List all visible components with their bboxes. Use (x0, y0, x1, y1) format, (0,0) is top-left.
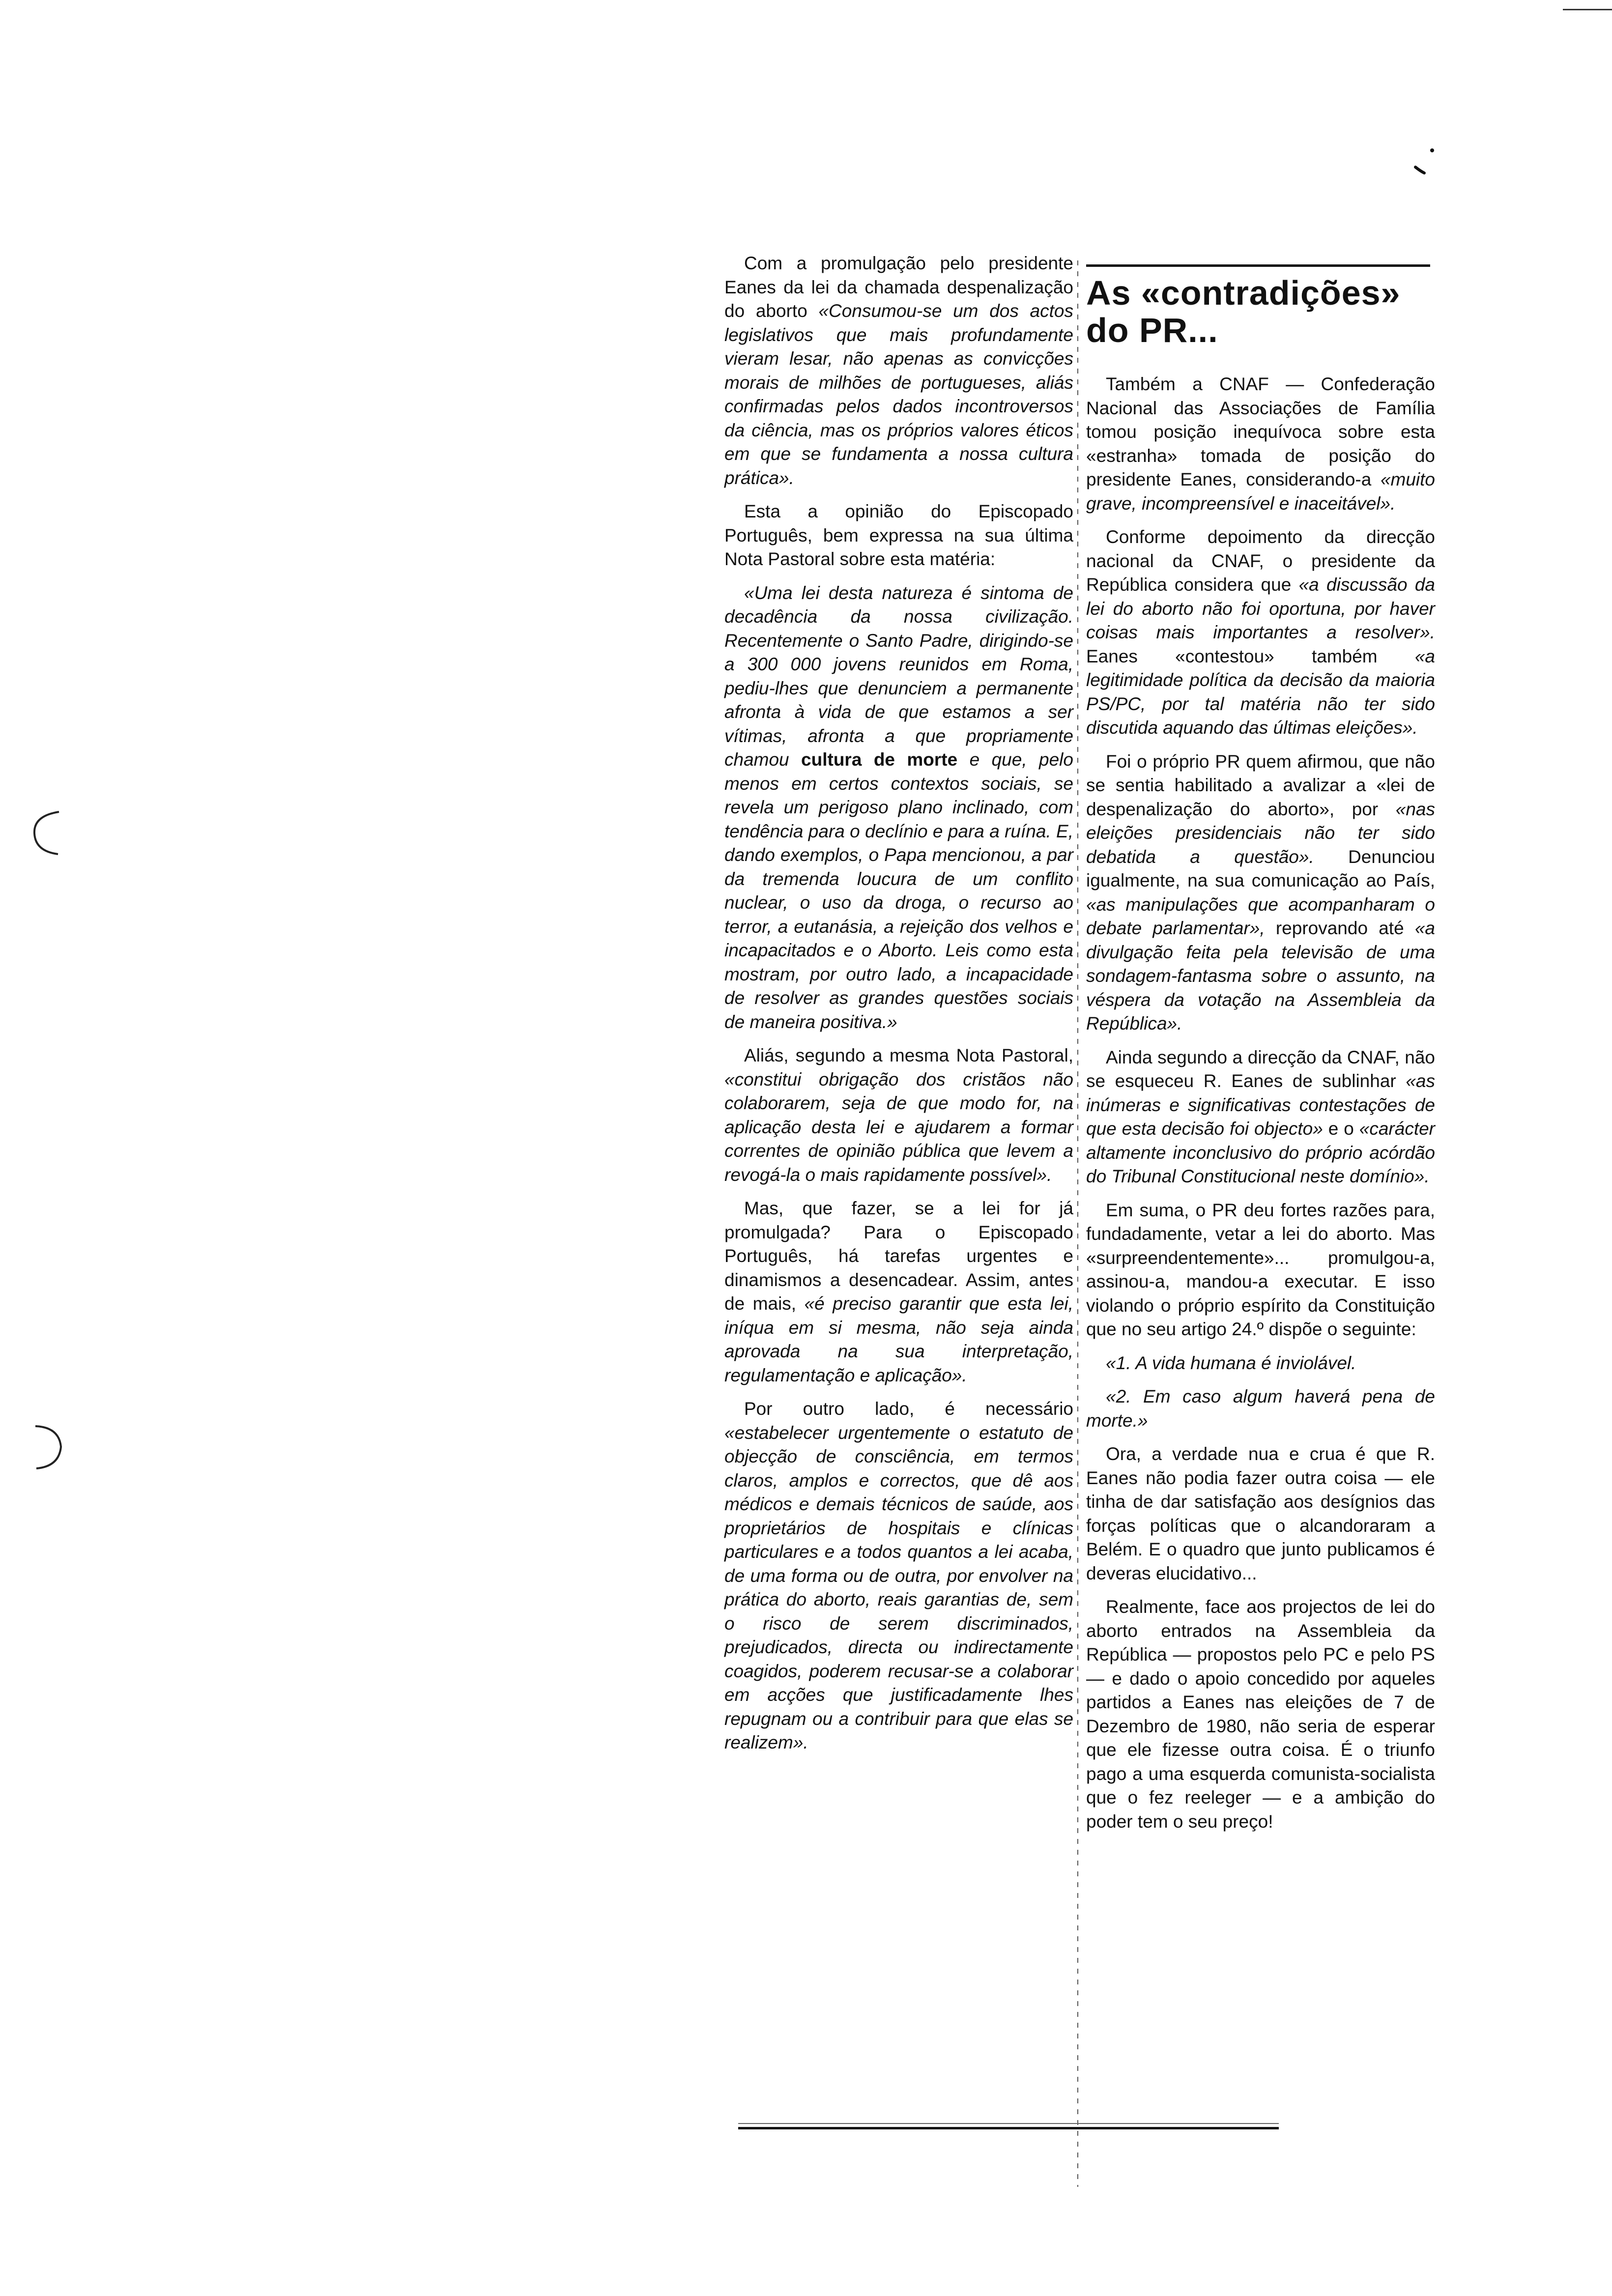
quotation-text: «2. Em caso algum haverá pena de morte.» (1086, 1386, 1435, 1431)
quotation-text: «muito grave, incompreensível e inaceitável». (1086, 469, 1435, 514)
left-column-paragraph (724, 1397, 1073, 1755)
body-text: Foi o próprio PR quem afirmou, que não se sentia habilitado a avalizar a «lei de despenalização do aborto», por (1086, 751, 1435, 819)
quotation-text: «Consumou-se um dos actos legislativos que mais profundamente vieram lesar, não apenas as convicções morais de milhões de portugueses, aliás confirmadas pelos dados incontroversos da ciência, mas os próprios valores éticos em que se fundamenta a nossa cultura prática». (724, 301, 1073, 488)
body-text: Em suma, o PR deu fortes razões para, fundadamente, vetar a lei do aborto. Mas «surpreendentemente»... promulgou-a, assinou-a, mandou-a executar. E isso violando o próprio espírito da Constituição que no seu artigo 24.º dispõe o seguinte: (1086, 1200, 1435, 1339)
body-text: Aliás, segundo a mesma Nota Pastoral, (744, 1045, 1073, 1065)
quotation-text: «constitui obrigação dos cristãos não colaborarem, seja de que modo for, na aplicação desta lei e ajudarem a formar correntes de opinião pública que levem a revogá-la o mais rapidamente possível». (724, 1069, 1073, 1185)
body-text: e o (1323, 1119, 1359, 1139)
body-text: Conforme depoimento da direcção nacional da CNAF, o presidente da República considera que (1086, 527, 1435, 595)
body-text: reprovando até (1265, 918, 1415, 938)
right-column-paragraph (1086, 1351, 1435, 1376)
right-column-paragraph (1086, 1442, 1435, 1585)
quotation-text: «1. A vida humana é inviolável. (1106, 1352, 1356, 1373)
body-text: Com a promulgação pelo presidente Eanes da lei da chamada despenalização do aborto (724, 253, 1073, 321)
right-column (1086, 241, 1435, 1843)
top-edge-rule (1563, 9, 1612, 10)
right-column-body (1086, 373, 1435, 1834)
body-text: Ora, a verdade nua e crua é que R. Eanes não podia fazer outra coisa — ele tinha de dar satisfação aos desígnios das forças políticas que o alcandoraram a Belém. E o quadro que junto publicamos é deveras elucidativo... (1086, 1444, 1435, 1583)
quotation-text: «a legitimidade política da decisão da maioria PS/PC, por tal matéria não ter sido discutida aquando das últimas eleições». (1086, 646, 1435, 738)
quotation-text: «é preciso garantir que esta lei, iníqua em si mesma, não seja ainda aprovada na sua interpretação, regulamentação e aplicação». (724, 1293, 1073, 1385)
left-column (724, 252, 1073, 1765)
quotation-text: «as inúmeras e significativas contestações de que esta decisão foi objecto» (1086, 1071, 1435, 1139)
quotation-text: «estabelecer urgentemente o estatuto de objecção de consciência, em termos claros, amplos e correctos, que dê aos médicos e demais técnicos de saúde, aos proprietários de hospitais e clínicas particulares e a todos quantos a lei acaba, de uma forma ou de outra, por envolver na prática do aborto, reais garantias de, sem o risco de serem discriminados, prejudicados, directa ou indirectamente coagidos, poderem recusar-se a colaborar em acções que justificadamente lhes repugnam ou a contribuir para que elas se realizem». (724, 1422, 1073, 1752)
article-headline: As «contradições» do PR... (1086, 274, 1401, 349)
left-column-paragraph (724, 1044, 1073, 1187)
binder-hole-top (29, 806, 68, 860)
bottom-rule (738, 2127, 1279, 2129)
body-text: Esta a opinião do Episcopado Português, bem expressa na sua última Nota Pastoral sobre esta matéria: (724, 501, 1073, 569)
quotation-text: e que, pelo menos em certos contextos sociais, se revela um perigoso plano inclinado, com tendência para o declínio e para a ruína. E, dando exemplos, o Papa mencionou, a par da tremenda loucura de um conflito nuclear, o uso da droga, o recurso ao terror, a eutanásia, a rejeição dos velhos e incapacitados e o Aborto. Leis como esta mostram, por outro lado, a incapacidade de resolver as grandes questões sociais de maneira positiva.» (724, 749, 1073, 1032)
quotation-text: «a discussão da lei do aborto não foi oportuna, por haver coisas mais importantes a resolver». (1086, 574, 1435, 642)
right-column-paragraph (1086, 525, 1435, 740)
right-column-paragraph (1086, 373, 1435, 516)
right-column-paragraph (1086, 1595, 1435, 1834)
right-column-paragraph (1086, 1199, 1435, 1342)
body-text: Eanes «contestou» também (1086, 646, 1415, 666)
quotation-text: «a divulgação feita pela televisão de uma sondagem-fantasma sobre o assunto, na véspera da votação na Assembleia da República». (1086, 918, 1435, 1033)
body-text: Denunciou igualmente, na sua comunicação ao País, (1086, 846, 1435, 890)
left-column-paragraph (724, 500, 1073, 572)
left-column-paragraph (724, 252, 1073, 490)
newspaper-clipping (719, 241, 1446, 2207)
ink-mark (1410, 147, 1440, 177)
body-text: Mas, que fazer, se a lei for já promulgada? Para o Episcopado Português, há tarefas urgentes e dinamismos a desencadear. Assim, antes de mais, (724, 1198, 1073, 1314)
right-column-paragraph (1086, 750, 1435, 1036)
body-text: Por outro lado, é necessário (744, 1399, 1073, 1419)
left-column-paragraph (724, 581, 1073, 1034)
quotation-text: «carácter altamente inconclusivo do próprio acórdão do Tribunal Constitucional neste domínio». (1086, 1119, 1435, 1186)
column-divider (1077, 260, 1078, 2187)
quotation-text: «Uma lei desta natureza é sintoma de decadência da nossa civilização. Recentemente o Santo Padre, dirigindo-se a 300 000 jovens reunidos em Roma, pediu-lhes que denunciem a permanente afronta à vida de que estamos a ser vítimas, afronta a que propriamente chamou (724, 582, 1073, 770)
bottom-rule-thin (738, 2123, 1279, 2124)
left-column-paragraph (724, 1197, 1073, 1387)
body-text: Realmente, face aos projectos de lei do aborto entrados na Assembleia da República — propostos pelo PC e pelo PS — e dado o apoio concedido por aqueles partidos a Eanes nas eleições de 7 de Dezembro de 1980, não seria de esperar que ele fizesse outra coisa. É o triunfo pago a uma esquerda comunista-socialista que o fez reeleger — e a ambição do poder tem o seu preço! (1086, 1597, 1435, 1832)
body-text: Também a CNAF — Confederação Nacional das Associações de Família tomou posição inequívoca sobre esta «estranha» tomada de posição do presidente Eanes, considerando-a (1086, 374, 1435, 489)
right-column-paragraph (1086, 1385, 1435, 1433)
quotation-text: «nas eleições presidenciais não ter sido debatida a questão». (1086, 799, 1435, 867)
body-text: Ainda segundo a direcção da CNAF, não se esqueceu R. Eanes de sublinhar (1086, 1047, 1435, 1091)
emphasis-text: cultura de morte (801, 749, 958, 770)
binder-hole-bottom (29, 1420, 68, 1474)
quotation-text: «as manipulações que acompanharam o debate parlamentar», (1086, 894, 1435, 938)
right-column-paragraph (1086, 1046, 1435, 1189)
